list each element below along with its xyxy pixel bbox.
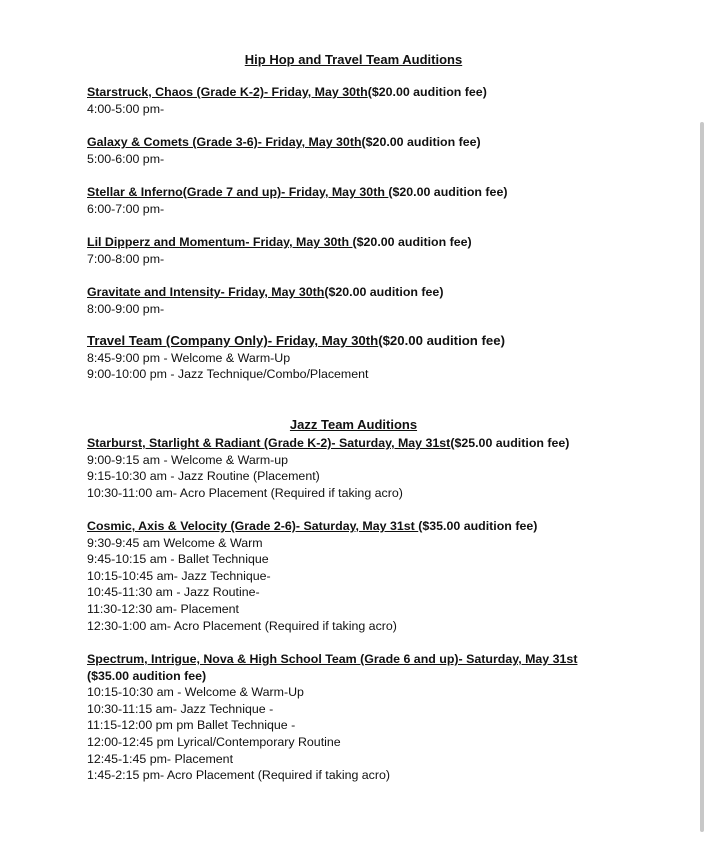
time-line: 9:15-10:30 am - Jazz Routine (Placement)	[87, 469, 320, 484]
group-heading: Cosmic, Axis & Velocity (Grade 2-6)- Saturday, May 31st ($35.00 audition fee)	[87, 519, 538, 533]
time-line: 11:30-12:30 am- Placement	[87, 601, 239, 616]
hiphop-group-starstruck	[87, 84, 687, 117]
jazz-group-cosmic	[87, 518, 687, 634]
time-line: 10:15-10:45 am- Jazz Technique-	[87, 568, 271, 583]
hiphop-group-gravitate	[87, 284, 687, 317]
jazz-group-starburst	[87, 435, 687, 501]
vertical-scrollbar[interactable]	[700, 122, 704, 832]
group-heading: Spectrum, Intrigue, Nova & High School Team (Grade 6 and up)- Saturday, May 31st	[87, 652, 578, 666]
hiphop-group-lil-dipperz	[87, 234, 687, 267]
time-line: 9:00-9:15 am - Welcome & Warm-up	[87, 452, 289, 467]
time-line: 12:30-1:00 am- Acro Placement (Required if taking acro)	[87, 618, 397, 633]
hiphop-group-travel-team	[87, 333, 687, 383]
group-heading: Galaxy & Comets (Grade 3-6)- Friday, May 30th($20.00 audition fee)	[87, 135, 481, 149]
jazz-section-title: Jazz Team Auditions	[289, 417, 418, 432]
group-heading: Starstruck, Chaos (Grade K-2)- Friday, May 30th($20.00 audition fee)	[87, 85, 487, 99]
fee-line: ($35.00 audition fee)	[87, 668, 207, 683]
hiphop-group-galaxy	[87, 134, 687, 167]
time-line: 9:45-10:15 am - Ballet Technique	[87, 552, 269, 567]
time-line: 1:45-2:15 pm- Acro Placement (Required if taking acro)	[87, 768, 391, 783]
time-line: 12:00-12:45 pm Lyrical/Contemporary Routine	[87, 734, 341, 749]
time-line: 4:00-5:00 pm-	[87, 101, 165, 116]
group-heading: Lil Dipperz and Momentum- Friday, May 30th ($20.00 audition fee)	[87, 235, 472, 249]
time-line: 5:00-6:00 pm-	[87, 151, 165, 166]
time-line: 10:15-10:30 am - Welcome & Warm-Up	[87, 685, 304, 700]
time-line: 6:00-7:00 pm-	[87, 201, 165, 216]
time-line: 8:45-9:00 pm - Welcome & Warm-Up	[87, 350, 291, 365]
time-line: 9:30-9:45 am Welcome & Warm	[87, 535, 263, 550]
time-line: 9:00-10:00 pm - Jazz Technique/Combo/Placement	[87, 367, 369, 382]
jazz-group-spectrum	[87, 651, 687, 784]
time-line: 11:15-12:00 pm pm Ballet Technique -	[87, 718, 296, 733]
time-line: 10:45-11:30 am - Jazz Routine-	[87, 585, 260, 600]
time-line: 12:45-1:45 pm- Placement	[87, 751, 234, 766]
time-line: 8:00-9:00 pm-	[87, 301, 165, 316]
hiphop-group-stellar	[87, 184, 687, 217]
time-line: 10:30-11:00 am- Acro Placement (Required if taking acro)	[87, 485, 403, 500]
hiphop-section-title: Hip Hop and Travel Team Auditions	[244, 52, 463, 67]
time-line: 7:00-8:00 pm-	[87, 251, 165, 266]
time-line: 10:30-11:15 am- Jazz Technique -	[87, 701, 274, 716]
group-heading: Stellar & Inferno(Grade 7 and up)- Friday, May 30th ($20.00 audition fee)	[87, 185, 508, 199]
group-heading: Starburst, Starlight & Radiant (Grade K-2)- Saturday, May 31st($25.00 audition fee)	[87, 436, 570, 450]
group-heading: Travel Team (Company Only)- Friday, May 30th($20.00 audition fee)	[87, 333, 505, 348]
group-heading: Gravitate and Intensity- Friday, May 30th($20.00 audition fee)	[87, 285, 444, 299]
